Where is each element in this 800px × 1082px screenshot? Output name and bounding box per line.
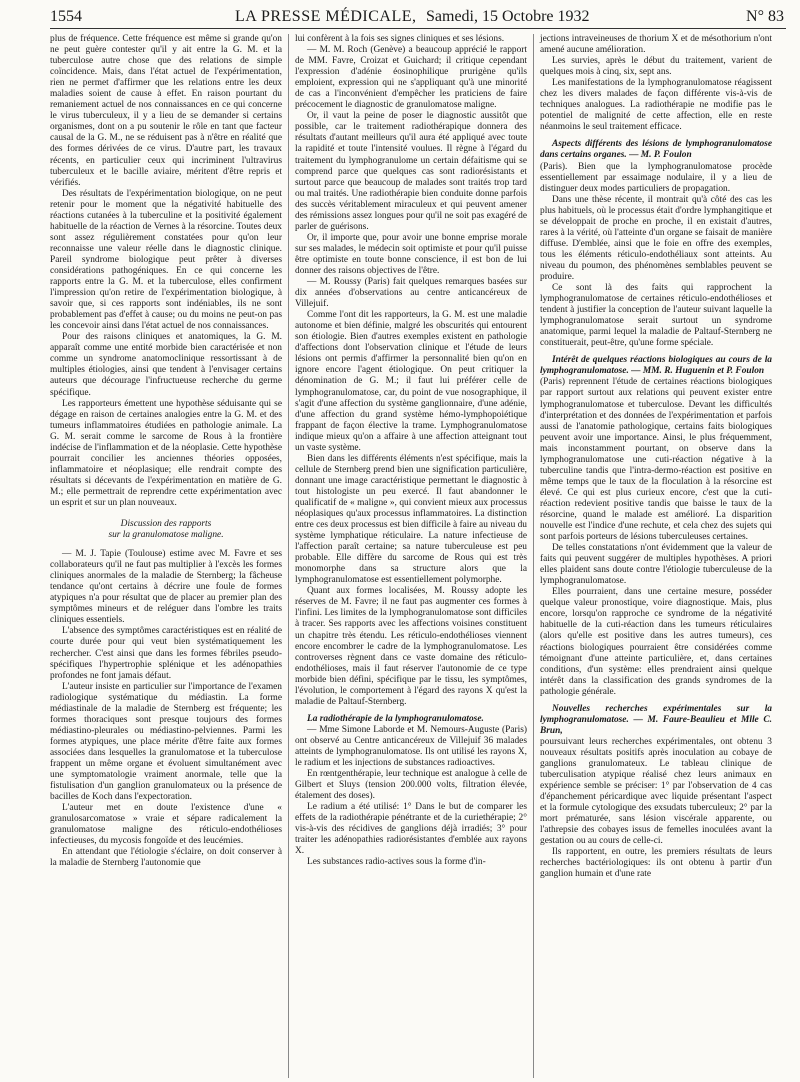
paragraph: poursuivant leurs recherches expérimentales, ont obtenu 3 nouveaux résultats positifs après inoculation au cobaye de ganglions granulomateux. Le tableau clinique de tuberculisation atypique réalisé chez leurs animaux en expérience semble se préciser: 1° par l'observation de 4 cas d'épanchement péricardique avec liquide présentant l'aspect et la formule cytologique des exsudats tuberculeux; 2° par la mort prématurée, sans lésion viscérale apparente, ou l'athrepsie des cobayes issus de femelles inoculées avant la gestation ou au cours de celle-ci. [540, 736, 772, 847]
paragraph: Ce sont là des faits qui rapprochent la lymphogranulomatose de certaines réticulo-endothélioses et tendent à justifier la conception de l'auteur suivant laquelle la lymphogranulomatose serait surtout un syndrome anatomique, parmi lequel la maladie de Paltauf-Sternberg ne constituerait, peut-être, qu'une forme spéciale. [540, 283, 772, 349]
paragraph: Elles pourraient, dans une certaine mesure, posséder quelque valeur pronostique, voire diagnostique. Mais, plus encore, lorsqu'on rapproche ce syndrome de la négativité habituelle de la cuti-réaction dans les tumeurs réticulaires (alors qu'elle est positive dans les autres tumeurs), ces réactions biologiques pourraient être considérées comme témoignant d'une atteinte particulière, et, dans certaines conditions, d'un système: elles prendraient ainsi quelque intérêt dans la classification des grands syndromes de la pathologie générale. [540, 587, 772, 697]
paragraph: Des résultats de l'expérimentation biologique, on ne peut retenir pour le moment que la négativité habituelle des réactions cutanées à la tuberculine et la positivité également habituelle de la réaction de Vernes à la résorcine. Toutes deux sont assez régulièrement constatées pour qu'on leur reconnaisse une valeur réelle dans le diagnostic clinique. Pareil syndrome biologique peut prêter à diverses considérations pathogéniques. En ce qui concerne les rapports entre la G. M. et la tuberculose, elles confirment l'impression qu'on retire de l'expérimentation biologique, à savoir que, si ces rapports sont indéniables, ils ne sont probablement pas d'effet à cause; ou du moins ne peut-on pas les concevoir ainsi dans l'état actuel de nos connaissances. [50, 188, 282, 332]
paragraph: Le radium a été utilisé: 1° Dans le but de comparer les effets de la radiothérapie pénétrante et de la curiethérapie; 2° vis-à-vis des récidives de ganglions déjà irradiés; 3° pour traiter les adénopathies radiorésistantes d'emblée aux rayons X. [295, 802, 527, 857]
section-heading: La radiothérapie de la lymphogranulomatose. [307, 713, 484, 724]
journal-title: LA PRESSE MÉDICALE, [235, 8, 417, 25]
paragraph: Bien dans les différents éléments n'est spécifique, mais la cellule de Sternberg prend bien une signification particulière, donnant une image caractéristique permettant le diagnostic à tout histologiste un peu exercé. Il faut abandonner le qualificatif de « maligne », qui convient mieux aux processus néoplasiques qu'aux processus inflammatoires. La distinction entre ces deux processus est bien difficile à faire au niveau du système lymphatique réticulaire. La nature infectieuse de l'affection paraît certaine; sa nature tuberculeuse est peu probable. Elle diffère du sarcome de Rous qui est très monomorphe dans sa structure alors que la lymphogranulomatose est essentiellement polymorphe. [295, 453, 527, 586]
paragraph: En rœntgenthérapie, leur technique est analogue à celle de Gilbert et Sluys (tension 200.000 volts, filtration élevée, étalement des doses). [295, 769, 527, 802]
paragraph: En attendant que l'étiologie s'éclaire, on doit conserver à la maladie de Sternberg l'autonomie que [50, 847, 282, 869]
page-number: 1554 [50, 8, 82, 25]
paragraph: L'absence des symptômes caractéristiques est en réalité de courte durée pour qui veut bien systématiquement les rechercher. C'est ainsi que dans les formes fébriles pseudo-spécifiques l'hypertrophie splénique et les adénopathies profondes ne font jamais défaut. [50, 626, 282, 681]
paragraph: — Mme Simone Laborde et M. Nemours-Auguste (Paris) ont observé au Centre anticancéreux de Villejuif 36 malades atteints de lymphogranulomatose. Ils ont utilisé les rayons X, le radium et les injections de substances radioactives. [295, 724, 527, 769]
section-subtitle [50, 519, 282, 541]
paragraph: — M. Roussy (Paris) fait quelques remarques basées sur dix années d'observations au centre anticancéreux de Villejuif. [295, 277, 527, 310]
section-heading: Aspects différents des lésions de lymphogranulomatose dans certains organes. — M. P. Foulon [540, 139, 772, 161]
paragraph: — M. M. Roch (Genève) a beaucoup apprécié le rapport de MM. Favre, Croizat et Guichard; il critique cependant l'expression d'adénie éosinophilique prurigène qu'ils emploient, expression qui ne s'appliquant qu'à une minorité de cas a l'inconvénient d'empêcher les praticiens de faire précocement le diagnostic de granulomatose maligne. [295, 45, 527, 111]
column-3 [534, 34, 772, 1078]
paragraph: Dans une thèse récente, il montrait qu'à côté des cas les plus habituels, où le processus était d'ordre lymphangitique et se développait de proche en proche, il en existait d'autres, rares à la vérité, où l'atteinte d'un organe se faisait de manière diffuse. D'emblée, ainsi que le foie en offre des exemples, tous les éléments réticulo-endothéliaux sont atteints. Au niveau du poumon, des phénomènes semblables peuvent se produire. [540, 194, 772, 282]
section-heading: Intérêt de quelques réactions biologiques au cours de la lymphogranulomatose. — MM. R. Huguenin et P. Foulon [540, 355, 772, 377]
paragraph: Pour des raisons cliniques et anatomiques, la G. M. apparaît comme une entité morbide bien caractérisée et non comme un syndrome anatomoclinique ressortissant à de multiples étiologies, ainsi que tendent à l'envisager certains auteurs que décourage l'infructueuse recherche du germe spécifique. [50, 332, 282, 398]
paragraph: lui confèrent à la fois ses signes cliniques et ses lésions. [295, 34, 505, 44]
paragraph: L'auteur insiste en particulier sur l'importance de l'examen radiologique systématique du médiastin. La forme médiastinale de la maladie de Sternberg est fréquente; les formes thoraciques sont presque toujours des formes médiastino-pleurales ou médiastino-pelviennes. Parmi les formes atypiques, une place mérite d'être faite aux formes associées dans lesquelles la granulomatose et la tuberculose frappent un même organe et évoluent simultanément avec une symptomatologie vraiment anormale, telle que la fistulisation d'un ganglion granulomateux ou la présence de bacilles de Koch dans l'expectoration. [50, 681, 282, 803]
subtitle-line: sur la granulomatose maligne. [108, 530, 224, 541]
paragraph: Les rapporteurs émettent une hypothèse séduisante qui se dégage en raison de certaines analogies entre la G. M. et des tumeurs inflammatoires étudiées en pathologie animale. La G. M. serait comme le sarcome de Rous à la frontière indécise de l'inflammation et de la néoplasie. Cette hypothèse pourrait concilier les anciennes théories opposées, inflammatoire et néoplasique; elle rendrait compte des résultats si décevants de l'expérimentation en matière de G. M.; elle permettrait de reprendre cette expérimentation avec un esprit et sur un plan nouveaux. [50, 398, 282, 508]
issue-number: N° 83 [746, 8, 784, 25]
paragraph: De telles constatations n'ont évidemment que la valeur de faits qui peuvent suggérer de multiples hypothèses. A priori elles plaident sans doute contre l'étiologie tuberculeuse de la lymphogranulomatose. [540, 543, 772, 587]
text-columns [50, 34, 788, 1078]
paragraph: (Paris). Bien que la lymphogranulomatose procède essentiellement par essaimage nodulaire, il y a lieu de distinguer deux modes particuliers de propagation. [540, 161, 772, 194]
section-heading: Nouvelles recherches expérimentales sur la lymphogranulomatose. — M. Faure-Beaulieu et Mlle C. Brun, [540, 703, 772, 736]
paragraph: (Paris) reprennent l'étude de certaines réactions biologiques par rapport surtout aux relations qui peuvent exister entre lymphogranulomatose et tuberculose. Devant les difficultés d'interprétation et des données de l'expérimentation et parfois aussi de l'anatomie pathologique, certains faits biologiques peuvent avoir une importance. Ainsi, le plus fréquemment, mais inconstamment pourtant, on observe dans la lymphogranulomatose une cuti-réaction négative à la tuberculine tandis que l'intra-dermo-réaction est positive en même temps que le taux de la floculation à la résorcine est élevé. Ce qui est plus curieux encore, c'est que la cuti-réaction redevient positive tandis que baisse le taux de la résorcine, quand le malade est amélioré. La disparition nouvelle est l'indice d'une rechute, et cela chez des sujets qui sont parfois porteurs de lésions tuberculeuses certaines. [540, 377, 772, 543]
paragraph: Les survies, après le début du traitement, varient de quelques mois à cinq, six, sept ans. [540, 56, 772, 78]
paragraph: plus de fréquence. Cette fréquence est même si grande qu'on ne peut guère contester qu'il y ait entre la G. M. et la tuberculose autre chose que des relations de simple coïncidence. Mais, dans l'état actuel de l'expérimentation, rien ne permet d'affirmer que les relations entre les deux maladies soient de cause à effet. En raison pourtant du remaniement actuel de nos connaissances en ce qui concerne le virus tuberculeux, il y a lieu de se demander si certains organismes, dont on a pu soutenir le rôle en tant que facteur causal de la G. M., ne se réduisent pas à n'être en réalité que des formes dérivées de ce virus. D'autre part, les travaux récents, en particulier ceux qui incriminent l'ultravirus tuberculeux et le bacille aviaire, méritent d'être repris et vérifiés. [50, 34, 282, 188]
paragraph: Les substances radio-actives sous la forme d'in- [307, 857, 486, 868]
paragraph: Ils rapportent, en outre, les premiers résultats de leurs recherches bactériologiques: ils ont obtenu à partir d'un ganglion humain et d'une rate [540, 847, 772, 880]
subtitle-line: Discussion des rapports [120, 519, 212, 530]
paragraph: Or, il importe que, pour avoir une bonne emprise morale sur ses malades, le médecin soit optimiste et pour qu'il puisse être optimiste en toute bonne conscience, il est bon de lui donner des raisons objectives de l'être. [295, 232, 527, 276]
paragraph: jections intraveineuses de thorium X et de mésothorium n'ont amené aucune amélioration. [540, 34, 772, 56]
issue-date: Samedi, 15 Octobre 1932 [426, 8, 590, 25]
paragraph: Or, il vaut la peine de poser le diagnostic aussitôt que possible, car le traitement radiothérapique donnera des résultats d'autant meilleurs qu'il aura été appliqué avec toute la rapidité et toute l'intensité voulues. Il règne à l'égard du traitement du lymphogranulome un certain défaitisme qui se comprend parce que quelques cas sont radiorésistants et surtout parce que beaucoup de malades sont traités trop tard ou mal traités. Une radiothérapie bien conduite donne parfois des succès véritablement miraculeux et qui peuvent amener des rémissions assez longues pour qu'il ne soit pas exagéré de parler de guérisons. [295, 111, 527, 232]
paragraph: — M. J. Tapie (Toulouse) estime avec M. Favre et ses collaborateurs qu'il ne faut pas multiplier à l'excès les formes cliniques anormales de la maladie de Sternberg; la fâcheuse tendance qu'ont certains à décrire une foule de formes atypiques n'a pour résultat que de placer au premier plan des symptômes mineurs et de reléguer dans l'ombre les traits cliniques essentiels. [50, 549, 282, 626]
page-header [50, 6, 786, 29]
paragraph: L'auteur met en doute l'existence d'une « granulosarcomatose » vraie et sépare radicalement la granulomatose maligne des réticulo-endothélioses infectieuses, du mycosis fongoïde et des leucémies. [50, 803, 282, 847]
column-1 [50, 34, 289, 1078]
paragraph: Les manifestations de la lymphogranulomatose réagissent chez les divers malades de façon différente vis-à-vis de techniques analogues. La radiothérapie ne modifie pas le potentiel de malignité de cette affection, elle en reste néanmoins le seul traitement efficace. [540, 78, 772, 133]
column-2 [289, 34, 534, 1078]
paragraph: Quant aux formes localisées, M. Roussy adopte les réserves de M. Favre; il ne faut pas augmenter ces formes à l'infini. Les limites de la lymphogranulomatose sont difficiles à tracer. Ses rapports avec les affections voisines constituent un chapitre très étendu. Les réticulo-endothélioses viennent encore encombrer le cadre de la lymphogranulomatose. Les controverses règnent dans ce vaste domaine des réticulo-endothélioses, mais il faut réserver l'autonomie de ce type morbide bien défini, spécifique par le tissu, les symptômes, l'évolution, le comportement à l'égard des rayons X qu'est la maladie de Paltauf-Sternberg. [295, 586, 527, 707]
paragraph: Comme l'ont dit les rapporteurs, la G. M. est une maladie autonome et bien définie, malgré les obscurités qui entourent son étiologie. Bien d'autres exemples existent en pathologie d'affections dont l'observation clinique et l'étude de leurs lésions ont permis d'affirmer la personnalité bien qu'on en ignore encore l'agent étiologique. On peut critiquer la dénomination de G. M.; il faut lui préférer celle de lymphogranulomatose, car, du point de vue nosographique, il s'agit d'une affection du système ganglionnaire, d'une adénie, d'une affection du grand système hémo-lymphopoiétique frappant de façon élective la trame. Lymphogranulomatose indique mieux qu'on a affaire à une affection atteignant tout un vaste système. [295, 310, 527, 453]
